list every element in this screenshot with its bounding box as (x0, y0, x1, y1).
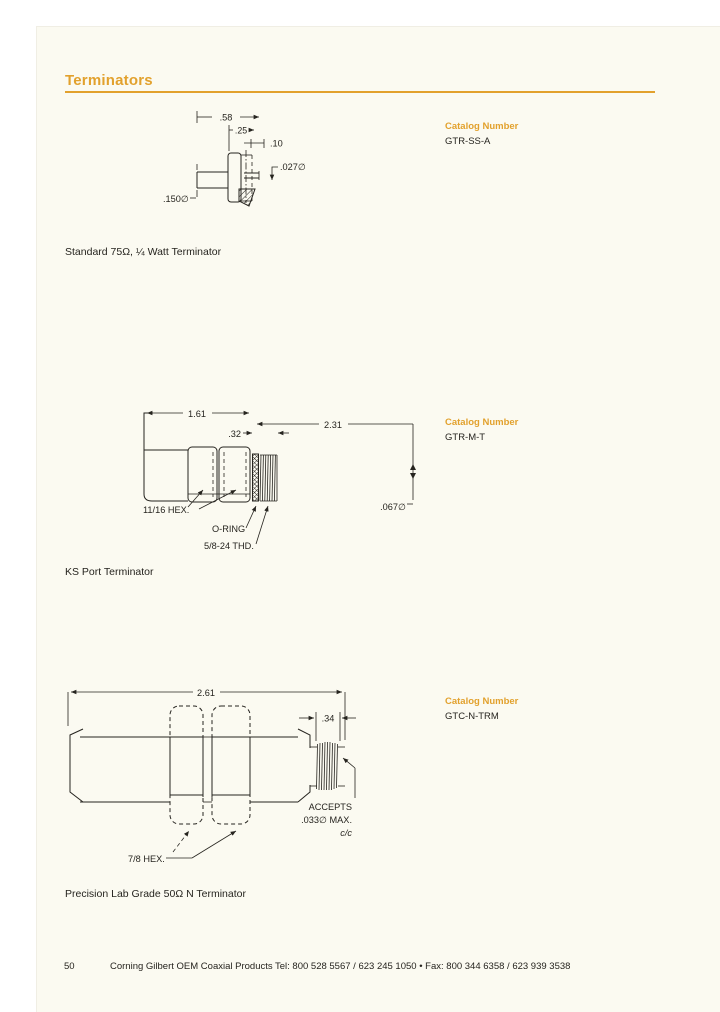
page-title: Terminators (65, 72, 153, 89)
cable-bracket-left (70, 729, 83, 802)
catalog-number-label: Catalog Number (445, 417, 519, 428)
hex-nut-1 (170, 706, 203, 824)
footer-company: Corning Gilbert OEM Coaxial Products (110, 961, 273, 972)
footer-contact: Tel: 800 528 5567 / 623 245 1050 • Fax: 800 344 6358 / 623 939 3538 (275, 961, 571, 972)
dim-thread-length: .32 (228, 429, 241, 439)
threaded-stub (310, 742, 345, 790)
dim-body-diameter: .150∅ (163, 194, 189, 204)
terminator-diagram-ks-port (135, 400, 427, 558)
cable-bracket-right (298, 729, 310, 748)
catalog-number-value: GTC-N-TRM (445, 711, 499, 722)
catalog-block-3 (445, 696, 635, 722)
dim-stub-length: .34 (321, 713, 335, 724)
o-ring-label: O-RING (212, 524, 246, 534)
catalog-number-label: Catalog Number (445, 696, 519, 707)
terminator-diagram-precision-n (55, 680, 377, 872)
dim-pin-length: .10 (270, 138, 283, 149)
catalog-number-value: GTR-SS-A (445, 136, 491, 147)
catalog-block-2 (445, 417, 635, 443)
dim-pin-diameter: .027∅ (280, 162, 306, 172)
section-hatch (239, 189, 255, 206)
accepts-label-line1: ACCEPTS (308, 802, 352, 812)
caption-ks-port: KS Port Terminator (65, 566, 154, 578)
thread-label: 5/8-24 THD. (204, 541, 254, 551)
dim-overall-length: 2.31 (324, 420, 342, 430)
caption-precision-n: Precision Lab Grade 50Ω N Terminator (65, 888, 246, 900)
hex-label: 7/8 HEX. (128, 854, 165, 864)
dim-overall: .58 (219, 112, 233, 123)
title-rule (65, 91, 655, 93)
hex-label: 11/16 HEX. (143, 505, 190, 515)
page-number: 50 (64, 961, 75, 972)
dim-overall-length: 2.61 (197, 688, 215, 698)
o-ring-hatch (253, 454, 259, 501)
hex-nut-2 (212, 706, 250, 824)
dim-body-length: 1.61 (188, 409, 206, 419)
accepts-label-line3: c/c (340, 828, 352, 838)
cable-bracket (144, 413, 188, 501)
terminator-diagram-standard-75ohm (148, 103, 338, 221)
accepts-label-line2: .033∅ MAX. (301, 815, 352, 825)
caption-standard-terminator: Standard 75Ω, ¼ Watt Terminator (65, 246, 222, 258)
thread-lines (260, 455, 277, 501)
dim-flange: .25 (234, 125, 248, 136)
dim-pin-diameter: .067∅ (380, 502, 406, 512)
catalog-number-label: Catalog Number (445, 121, 519, 132)
catalog-block-1 (445, 121, 635, 147)
catalog-number-value: GTR-M-T (445, 432, 486, 443)
